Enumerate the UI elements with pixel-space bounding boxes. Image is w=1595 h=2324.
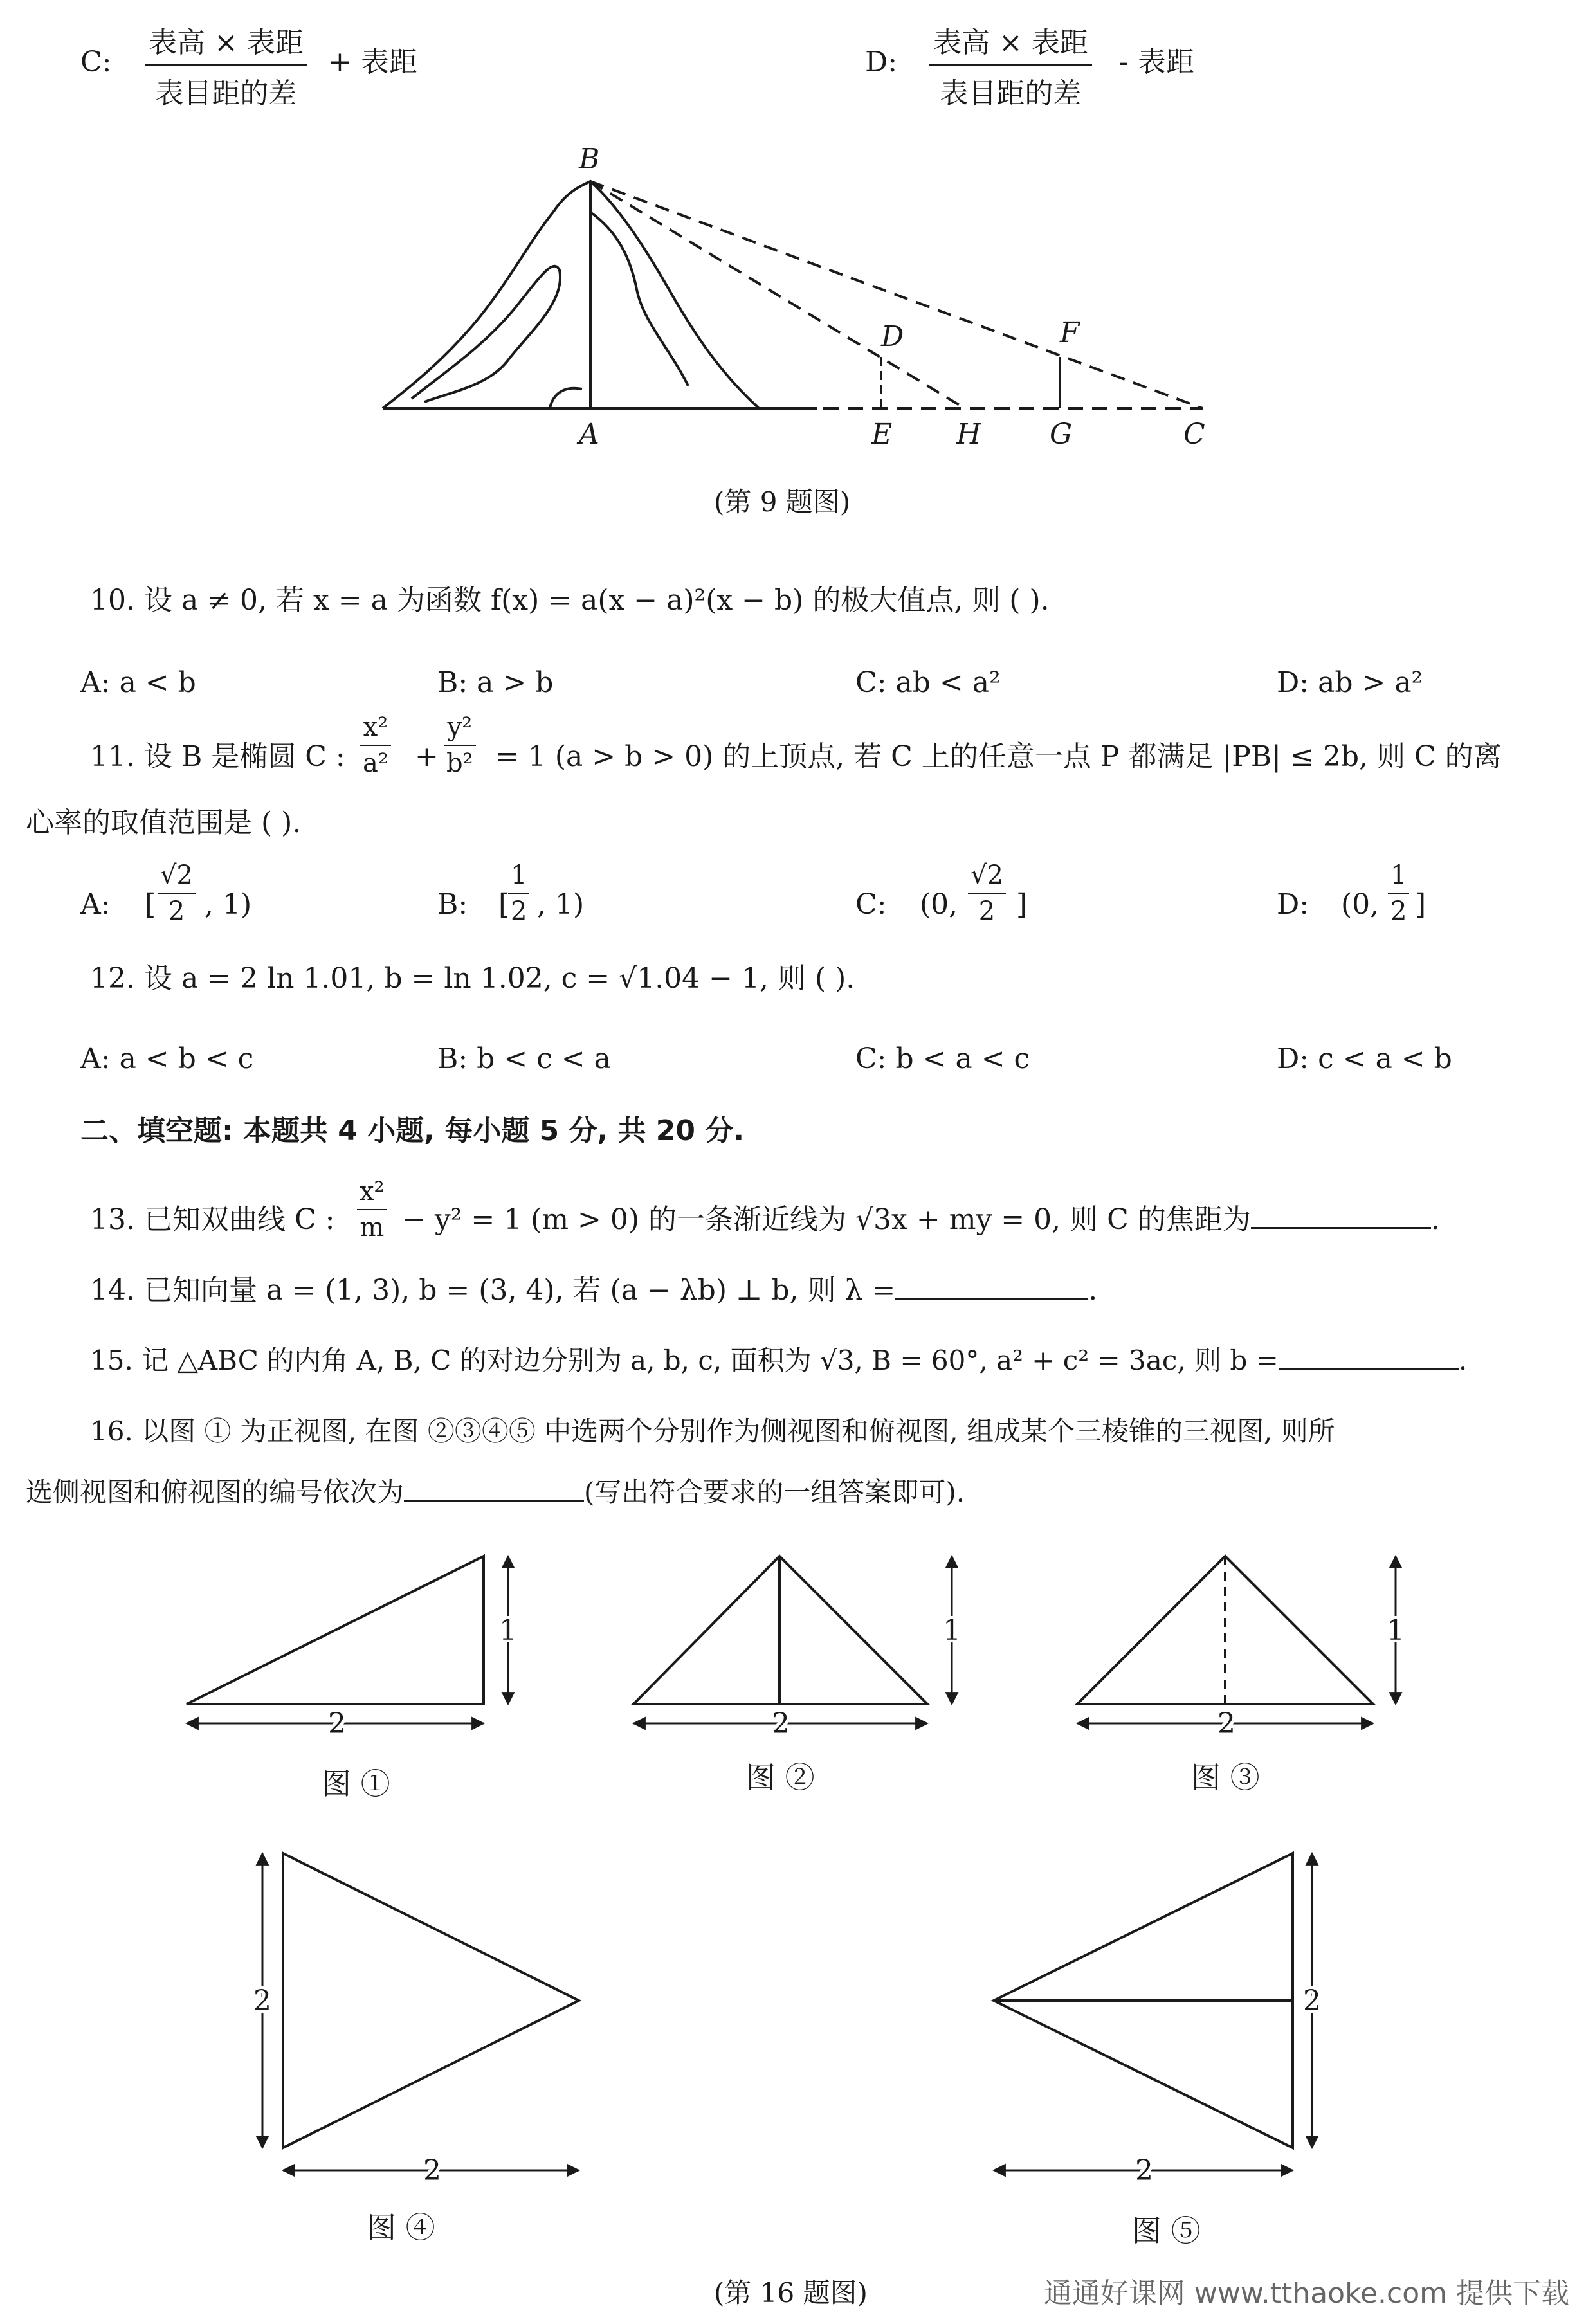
view-5: [994, 1853, 1312, 2170]
q11-stem-c: 心率的取值范围是 ( ).: [26, 806, 302, 839]
q11-a-numerator: √2: [158, 860, 196, 894]
q11-f2-numerator: y²: [444, 713, 476, 746]
q11-option-d-label: D:: [1277, 888, 1309, 921]
q9-d-numerator: 表高 × 表距: [929, 19, 1092, 66]
q12-option-c: C: b < a < c: [855, 1042, 1030, 1075]
q11-option-b-close: , 1): [537, 888, 585, 921]
view-3-label: 图 ③: [1191, 1760, 1260, 1795]
q11-option-c-open: (0,: [920, 888, 958, 921]
q11-f1-denominator: a²: [363, 749, 388, 778]
q11-option-c-label: C:: [855, 888, 887, 921]
q11-option-a-open: [: [145, 888, 156, 921]
q13-stem-b-text: − y² = 1 (m > 0) 的一条渐近线为 √3x + my = 0, 则 C 的焦距为: [402, 1203, 1251, 1236]
view-2-width: 2: [772, 1707, 790, 1740]
q11-d-denominator: 2: [1390, 896, 1407, 926]
q9-d-denominator: 表目距的差: [940, 77, 1082, 110]
q11-d-numerator: 1: [1388, 860, 1409, 894]
point-H: H: [956, 418, 981, 451]
q9-option-d-label: D:: [865, 46, 898, 78]
point-F: F: [1060, 316, 1080, 349]
view-1-width: 2: [328, 1707, 346, 1740]
view-4-width: 2: [423, 2154, 441, 2187]
view-5-label: 图 ⑤: [1132, 2213, 1201, 2248]
view-3-width: 2: [1217, 1707, 1235, 1740]
figure-16-caption: (第 16 题图): [714, 2277, 868, 2309]
q10-option-a: A: a < b: [80, 666, 196, 699]
q11-plus: +: [415, 740, 439, 773]
q11-option-d-open: (0,: [1341, 888, 1380, 921]
point-A: A: [579, 418, 599, 451]
view-1: [187, 1556, 508, 1723]
q9-option-c-tail: + 表距: [328, 46, 417, 78]
q11-stem-a: 11. 设 B 是椭圆 C :: [90, 740, 345, 773]
q11-f1-numerator: x²: [360, 713, 391, 746]
q13-numerator: x²: [357, 1177, 387, 1210]
q11-stem-b: = 1 (a > b > 0) 的上顶点, 若 C 上的任意一点 P 都满足 |PB| ≤ 2b, 则 C 的离: [495, 740, 1502, 773]
view-2-label: 图 ②: [746, 1760, 815, 1795]
section-2-heading: 二、填空题: 本题共 4 小题, 每小题 5 分, 共 20 分.: [80, 1114, 745, 1147]
q11-f2-denominator: b²: [446, 749, 473, 778]
q11-option-b-label: B:: [437, 888, 468, 921]
q11-b-numerator: 1: [508, 860, 529, 894]
view-4-height: 2: [253, 1984, 271, 2017]
q11-option-a-label: A:: [80, 888, 111, 921]
point-E: E: [871, 418, 893, 451]
q13-stem-a: 13. 已知双曲线 C :: [90, 1203, 335, 1236]
view-1-height: 1: [499, 1614, 517, 1647]
view-2: [633, 1556, 952, 1723]
figure-9-caption: (第 9 题图): [714, 486, 851, 518]
q11-c-denominator: 2: [978, 896, 996, 926]
view-3: [1077, 1556, 1396, 1723]
q9-c-numerator: 表高 × 表距: [145, 19, 307, 66]
view-5-width: 2: [1135, 2154, 1153, 2187]
q12-option-a: A: a < b < c: [80, 1042, 254, 1075]
q13-tail: .: [1430, 1203, 1440, 1236]
point-G: G: [1050, 418, 1073, 451]
q11-b-denominator: 2: [511, 896, 527, 926]
q12-stem: 12. 设 a = 2 ln 1.01, b = ln 1.02, c = √1.04 − 1, 则 ( ).: [90, 962, 855, 995]
view-5-height: 2: [1303, 1984, 1321, 2017]
q16-line1: 16. 以图 ① 为正视图, 在图 ②③④⑤ 中选两个分别作为侧视图和俯视图, 组成某个三棱锥的三视图, 则所: [90, 1415, 1335, 1447]
q11-option-c-close: ]: [1016, 888, 1028, 921]
q11-c-numerator: √2: [968, 860, 1006, 894]
q11-option-b-open: [: [498, 888, 510, 921]
q12-option-d: D: c < a < b: [1277, 1042, 1452, 1075]
q10-option-d: D: ab > a²: [1277, 666, 1423, 699]
view-4-label: 图 ④: [367, 2210, 435, 2245]
q13-denominator: m: [360, 1213, 385, 1242]
point-B: B: [579, 143, 600, 176]
q12-option-b: B: b < c < a: [437, 1042, 611, 1075]
q11-option-d-close: ]: [1415, 888, 1426, 921]
q15-tail: .: [1458, 1345, 1468, 1376]
q10-option-b: B: a > b: [437, 666, 554, 699]
q9-option-d-tail: - 表距: [1119, 46, 1194, 78]
q10-option-c: C: ab < a²: [855, 666, 1001, 699]
q15-stem: 15. 记 △ABC 的内角 A, B, C 的对边分别为 a, b, c, 面积为 √3, B = 60°, a² + c² = 3ac, 则 b =: [90, 1345, 1279, 1376]
q14-tail: .: [1088, 1274, 1098, 1307]
q11-option-a-close: , 1): [205, 888, 252, 921]
q14-stem: 14. 已知向量 a = (1, 3), b = (3, 4), 若 (a − λb) ⊥ b, 则 λ =: [90, 1274, 896, 1307]
point-D: D: [881, 320, 904, 353]
q10-stem: 10. 设 a ≠ 0, 若 x = a 为函数 f(x) = a(x − a)²(x − b) 的极大值点, 则 ( ).: [90, 584, 1050, 617]
q16-line2-a: 选侧视图和俯视图的编号依次为: [26, 1476, 405, 1508]
view-3-height: 1: [1387, 1614, 1405, 1647]
q9-option-c-label: C:: [80, 46, 112, 78]
q9-c-denominator: 表目距的差: [155, 77, 297, 110]
view-2-height: 1: [943, 1614, 961, 1647]
q16-line2-b: (写出符合要求的一组答案即可).: [584, 1476, 965, 1508]
footer-watermark: 通通好课网 www.tthaoke.com 提供下载: [1043, 2277, 1569, 2310]
point-C: C: [1183, 418, 1205, 451]
view-4: [262, 1853, 579, 2170]
view-1-label: 图 ①: [322, 1766, 390, 1801]
q11-a-denominator: 2: [168, 896, 185, 926]
